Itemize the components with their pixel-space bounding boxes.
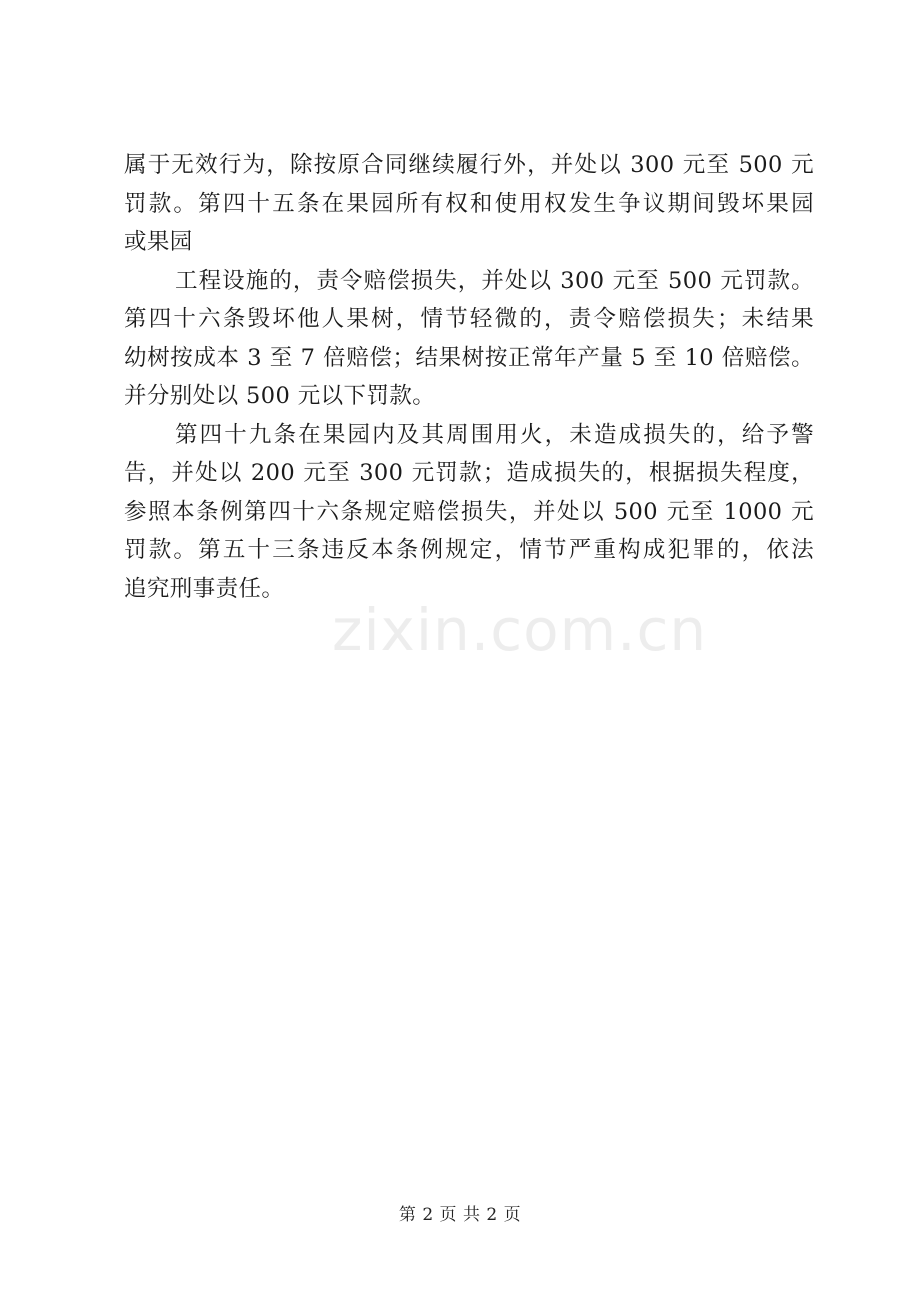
paragraph-3-line-4: 罚款。第五十三条违反本条例规定，情节严重构成犯罪的，依法 xyxy=(124,537,814,563)
paragraph-2-line-1: 工程设施的，责令赔偿损失，并处以 300 元至 500 元罚款。 xyxy=(175,267,814,294)
paragraph-2-line-3: 幼树按成本 3 至 7 倍赔偿；结果树按正常年产量 5 至 10 倍赔偿。 xyxy=(124,344,814,371)
paragraph-3-line-3: 参照本条例第四十六条规定赔偿损失，并处以 500 元至 1000 元 xyxy=(124,498,814,525)
page-footer: 第 2 页 共 2 页 xyxy=(398,1205,522,1225)
paragraph-1-line-1: 属于无效行为，除按原合同继续履行外，并处以 300 元至 500 元 xyxy=(124,152,814,178)
paragraph-3-line-5: 追究刑事责任。 xyxy=(124,575,285,602)
paragraph-1-line-3: 或果园 xyxy=(124,229,193,255)
paragraph-2-line-2: 第四十六条毁坏他人果树，情节轻微的，责令赔偿损失；未结果 xyxy=(124,306,814,332)
paragraph-2-line-4: 并分别处以 500 元以下罚款。 xyxy=(124,383,436,409)
watermark: zixin.com.cn xyxy=(332,596,708,664)
paragraph-3-line-1: 第四十九条在果园内及其周围用火，未造成损失的，给予警 xyxy=(175,421,814,448)
paragraph-1-line-2: 罚款。第四十五条在果园所有权和使用权发生争议期间毁坏果园 xyxy=(124,190,814,217)
paragraph-3-line-2: 告，并处以 200 元至 300 元罚款；造成损失的，根据损失程度， xyxy=(124,460,814,486)
document-body xyxy=(124,146,814,608)
